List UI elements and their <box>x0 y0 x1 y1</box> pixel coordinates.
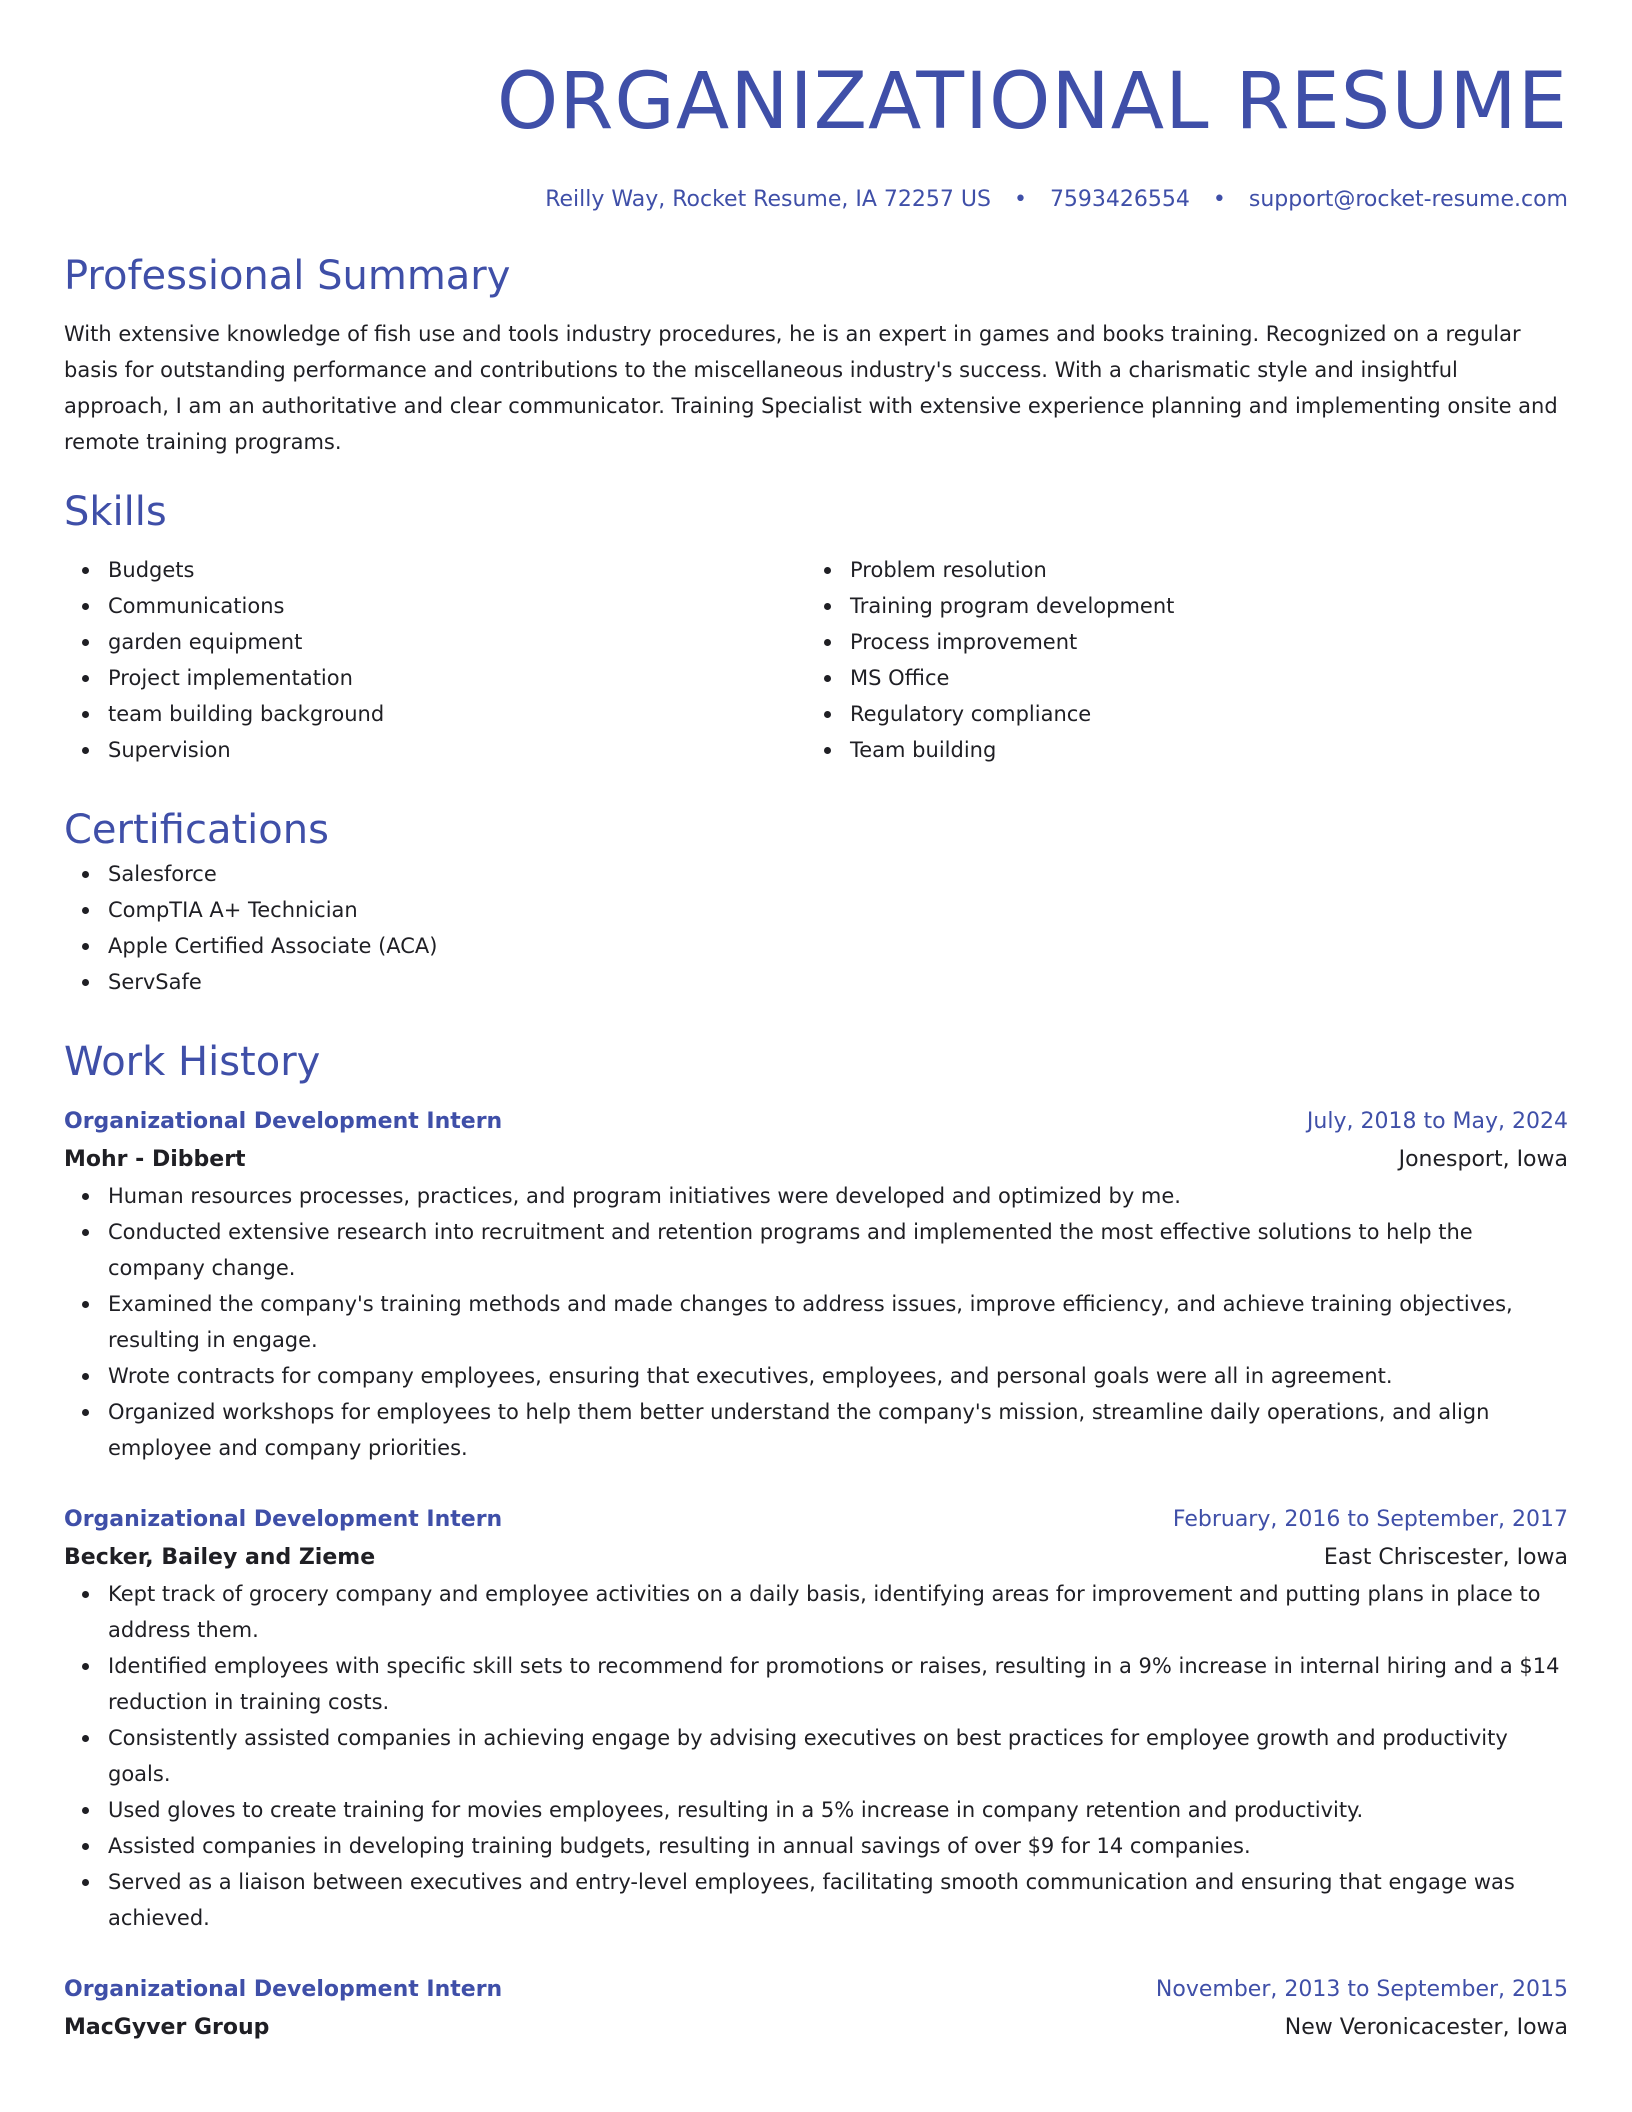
summary-heading: Professional Summary <box>64 253 511 299</box>
job-duty-item: Organized workshops for employees to help them better understand the company's mission, streamline daily operations, and align employee and company priorities. <box>64 1394 1568 1466</box>
skills-list-left <box>64 552 806 768</box>
job-duty-item: Used gloves to create training for movies employees, resulting in a 5% increase in company retention and productivity. <box>64 1792 1568 1828</box>
job-company: Mohr - Dibbert <box>64 1147 246 1172</box>
job-header-row <box>64 1970 1568 2010</box>
skill-item: Problem resolution <box>806 552 1548 588</box>
job-dates: February, 2016 to September, 2017 <box>1172 1507 1568 1532</box>
job-entry <box>64 1102 1568 1466</box>
skills-heading: Skills <box>64 489 167 535</box>
skill-item: Team building <box>806 732 1548 768</box>
job-location: East Chriscester, Iowa <box>1323 1545 1568 1570</box>
certifications-heading: Certifications <box>64 807 329 853</box>
job-duty-item: Served as a liaison between executives and entry-level employees, facilitating smooth communication and ensuring that engage was achieved. <box>64 1864 1568 1936</box>
skill-item: garden equipment <box>64 624 806 660</box>
job-duty-item: Human resources processes, practices, and program initiatives were developed and optimized by me. <box>64 1178 1568 1214</box>
job-duty-item: Kept track of grocery company and employee activities on a daily basis, identifying areas for improvement and putting plans in place to address them. <box>64 1576 1568 1648</box>
job-company-row <box>64 1540 1568 1576</box>
job-header-row <box>64 1500 1568 1540</box>
job-location: Jonesport, Iowa <box>1398 1147 1568 1172</box>
contact-separator: • <box>1013 187 1027 212</box>
job-location: New Veronicacester, Iowa <box>1284 2015 1568 2040</box>
job-duty-item: Consistently assisted companies in achieving engage by advising executives on best practices for employee growth and productivity goals. <box>64 1720 1568 1792</box>
skill-item: Process improvement <box>806 624 1548 660</box>
skill-item: Supervision <box>64 732 806 768</box>
certification-item: ServSafe <box>64 964 1568 1000</box>
contact-phone: 7593426554 <box>1049 187 1190 212</box>
job-duties-list <box>64 1576 1568 1936</box>
job-company: MacGyver Group <box>64 2015 270 2040</box>
contact-separator: • <box>1212 187 1226 212</box>
certification-item: CompTIA A+ Technician <box>64 892 1568 928</box>
job-entry <box>64 1970 1568 2046</box>
job-duty-item: Conducted extensive research into recruitment and retention programs and implemented the most effective solutions to help the company change. <box>64 1214 1568 1286</box>
skill-item: Budgets <box>64 552 806 588</box>
job-company-row <box>64 1142 1568 1178</box>
contact-email: support@rocket-resume.com <box>1248 187 1568 212</box>
job-company: Becker, Bailey and Zieme <box>64 1545 376 1570</box>
work-history-heading: Work History <box>64 1039 321 1085</box>
skills-column-left <box>64 552 806 768</box>
job-title: Organizational Development Intern <box>64 1977 503 2002</box>
job-duty-item: Wrote contracts for company employees, ensuring that executives, employees, and personal goals were all in agreement. <box>64 1358 1568 1394</box>
job-duty-item: Examined the company's training methods and made changes to address issues, improve efficiency, and achieve training objectives, resulting in engage. <box>64 1286 1568 1358</box>
job-duty-item: Assisted companies in developing training budgets, resulting in annual savings of over $9 for 14 companies. <box>64 1828 1568 1864</box>
skills-grid <box>64 552 1568 768</box>
contact-address: Reilly Way, Rocket Resume, IA 72257 US <box>545 187 991 212</box>
skill-item: Regulatory compliance <box>806 696 1548 732</box>
job-duties-list <box>64 1178 1568 1466</box>
skill-item: Communications <box>64 588 806 624</box>
job-dates: November, 2013 to September, 2015 <box>1155 1977 1568 2002</box>
skills-column-right <box>806 552 1548 768</box>
certification-item: Apple Certified Associate (ACA) <box>64 928 1568 964</box>
certification-item: Salesforce <box>64 856 1568 892</box>
skill-item: Training program development <box>806 588 1548 624</box>
summary-text: With extensive knowledge of fish use and tools industry procedures, he is an expert in games and books training. Recognized on a regular basis for outstanding performance and contributions to the miscellaneous industry's success. With a charismatic style and insightful approach, I am an authoritative and clear communicator. Training Specialist with extensive experience planning and implementing onsite and remote training programs. <box>64 322 1558 454</box>
skill-item: team building background <box>64 696 806 732</box>
skills-list-right <box>806 552 1548 768</box>
contact-line <box>64 182 1568 218</box>
job-title: Organizational Development Intern <box>64 1507 503 1532</box>
skill-item: MS Office <box>806 660 1548 696</box>
job-entry <box>64 1500 1568 1936</box>
job-duty-item: Identified employees with specific skill sets to recommend for promotions or raises, resulting in a 9% increase in internal hiring and a $14 reduction in training costs. <box>64 1648 1568 1720</box>
skill-item: Project implementation <box>64 660 806 696</box>
job-company-row <box>64 2010 1568 2046</box>
job-header-row <box>64 1102 1568 1142</box>
job-dates: July, 2018 to May, 2024 <box>1306 1109 1568 1134</box>
resume-title: ORGANIZATIONAL RESUME <box>496 57 1568 147</box>
certifications-list <box>64 856 1568 1000</box>
job-title: Organizational Development Intern <box>64 1109 503 1134</box>
